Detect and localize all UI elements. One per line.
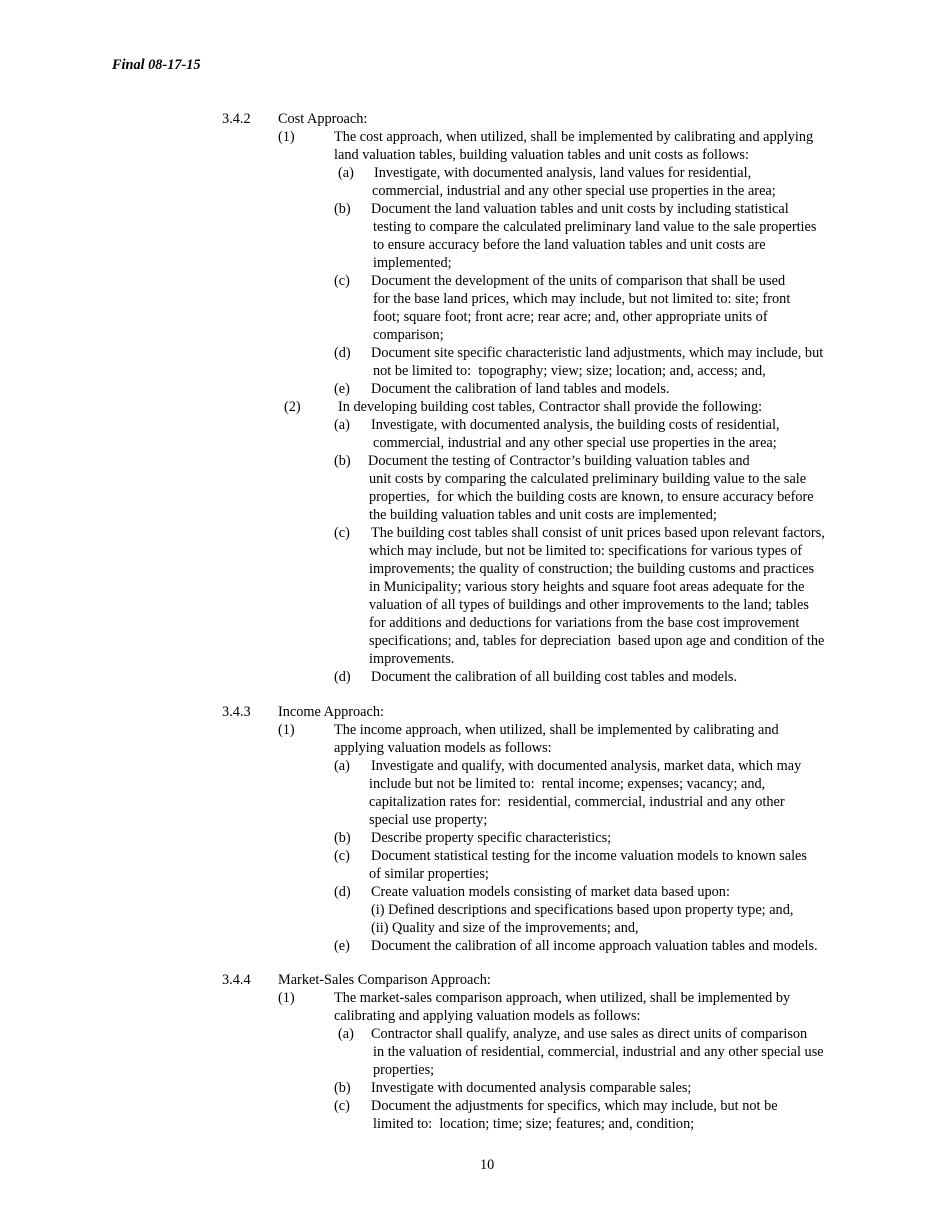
text-line: include but not be limited to: rental income; expenses; vacancy; and,	[369, 776, 766, 792]
list-marker: (c)	[334, 848, 350, 864]
text-line: Document the calibration of land tables and models.	[371, 381, 670, 397]
list-marker: (b)	[334, 830, 351, 846]
text-line: of similar properties;	[369, 866, 489, 882]
text-line: limited to: location; time; size; features; and, condition;	[373, 1116, 695, 1132]
text-line: Investigate with documented analysis comparable sales;	[371, 1080, 692, 1096]
list-marker: (b)	[334, 1080, 351, 1096]
list-marker: (d)	[334, 669, 351, 685]
text-line: Document the calibration of all building cost tables and models.	[371, 669, 738, 685]
text-line: Document the development of the units of comparison that shall be used	[371, 273, 786, 289]
text-line: The income approach, when utilized, shall be implemented by calibrating and	[334, 722, 779, 738]
text-line: The building cost tables shall consist of unit prices based upon relevant factors,	[371, 525, 825, 541]
section-heading: Income Approach:	[278, 704, 384, 720]
list-marker: (c)	[334, 525, 350, 541]
text-line: Document statistical testing for the income valuation models to known sales	[371, 848, 807, 864]
text-line: specifications; and, tables for depreciation based upon age and condition of the	[369, 633, 825, 649]
text-line: foot; square foot; front acre; rear acre; and, other appropriate units of	[373, 309, 768, 325]
text-line: unit costs by comparing the calculated preliminary building value to the sale	[369, 471, 807, 487]
text-line: The cost approach, when utilized, shall be implemented by calibrating and applying	[334, 129, 814, 145]
section-heading: Cost Approach:	[278, 111, 368, 127]
list-marker: (a)	[334, 758, 350, 774]
text-line: applying valuation models as follows:	[334, 740, 552, 756]
section-number: 3.4.3	[222, 704, 251, 720]
list-marker: (b)	[334, 201, 351, 217]
text-line: testing to compare the calculated preliminary land value to the sale properties	[373, 219, 817, 235]
text-line: (i) Defined descriptions and specifications based upon property type; and,	[371, 902, 794, 918]
text-line: implemented;	[373, 255, 452, 271]
text-line: Document the land valuation tables and unit costs by including statistical	[371, 201, 789, 217]
text-line: for the base land prices, which may include, but not limited to: site; front	[373, 291, 791, 307]
text-line: Describe property specific characteristics;	[371, 830, 612, 846]
section-number: 3.4.2	[222, 111, 251, 127]
text-line: Create valuation models consisting of market data based upon:	[371, 884, 730, 900]
text-line: land valuation tables, building valuation tables and unit costs as follows:	[334, 147, 749, 163]
list-marker: (b)	[334, 453, 351, 469]
text-line: the building valuation tables and unit costs are implemented;	[369, 507, 717, 523]
text-line: commercial, industrial and any other special use properties in the area;	[373, 435, 777, 451]
text-line: capitalization rates for: residential, commercial, industrial and any other	[369, 794, 785, 810]
text-line: Document the testing of Contractor’s building valuation tables and	[368, 453, 750, 469]
text-line: commercial, industrial and any other special use properties in the area;	[372, 183, 776, 199]
text-line: The market-sales comparison approach, when utilized, shall be implemented by	[334, 990, 791, 1006]
text-line: properties, for which the building costs are known, to ensure accuracy before	[369, 489, 814, 505]
text-line: Contractor shall qualify, analyze, and use sales as direct units of comparison	[371, 1026, 808, 1042]
text-line: Document the calibration of all income approach valuation tables and models.	[371, 938, 818, 954]
text-line: not be limited to: topography; view; size; location; and, access; and,	[373, 363, 766, 379]
list-marker: (c)	[334, 273, 350, 289]
text-line: (ii) Quality and size of the improvements; and,	[371, 920, 639, 936]
list-marker: (2)	[284, 399, 301, 415]
page-number: 10	[480, 1157, 495, 1173]
list-marker: (1)	[278, 722, 295, 738]
text-line: calibrating and applying valuation models as follows:	[334, 1008, 641, 1024]
text-line: Document the adjustments for specifics, which may include, but not be	[371, 1098, 778, 1114]
list-marker: (a)	[338, 165, 354, 181]
text-line: comparison;	[373, 327, 444, 343]
section-heading: Market-Sales Comparison Approach:	[278, 972, 491, 988]
text-line: in Municipality; various story heights and square foot areas adequate for the	[369, 579, 805, 595]
text-line: improvements; the quality of construction; the building customs and practices	[369, 561, 815, 577]
text-line: Document site specific characteristic land adjustments, which may include, but	[371, 345, 824, 361]
text-line: valuation of all types of buildings and other improvements to the land; tables	[369, 597, 809, 613]
text-line: properties;	[373, 1062, 435, 1078]
list-marker: (a)	[338, 1026, 354, 1042]
text-line: for additions and deductions for variations from the base cost improvement	[369, 615, 800, 631]
text-line: In developing building cost tables, Contractor shall provide the following:	[338, 399, 763, 415]
document-version-header: Final 08-17-15	[112, 57, 201, 73]
list-marker: (1)	[278, 990, 295, 1006]
text-line: which may include, but not be limited to: specifications for various types of	[369, 543, 803, 559]
text-line: Investigate, with documented analysis, land values for residential,	[374, 165, 752, 181]
list-marker: (d)	[334, 884, 351, 900]
text-line: in the valuation of residential, commercial, industrial and any other special use	[373, 1044, 824, 1060]
text-line: to ensure accuracy before the land valuation tables and unit costs are	[373, 237, 766, 253]
list-marker: (e)	[334, 938, 350, 954]
section-number: 3.4.4	[222, 972, 251, 988]
text-line: special use property;	[369, 812, 488, 828]
list-marker: (e)	[334, 381, 350, 397]
text-line: Investigate, with documented analysis, the building costs of residential,	[371, 417, 780, 433]
list-marker: (a)	[334, 417, 350, 433]
text-line: Investigate and qualify, with documented analysis, market data, which may	[371, 758, 802, 774]
list-marker: (c)	[334, 1098, 350, 1114]
list-marker: (1)	[278, 129, 295, 145]
text-line: improvements.	[369, 651, 455, 667]
list-marker: (d)	[334, 345, 351, 361]
